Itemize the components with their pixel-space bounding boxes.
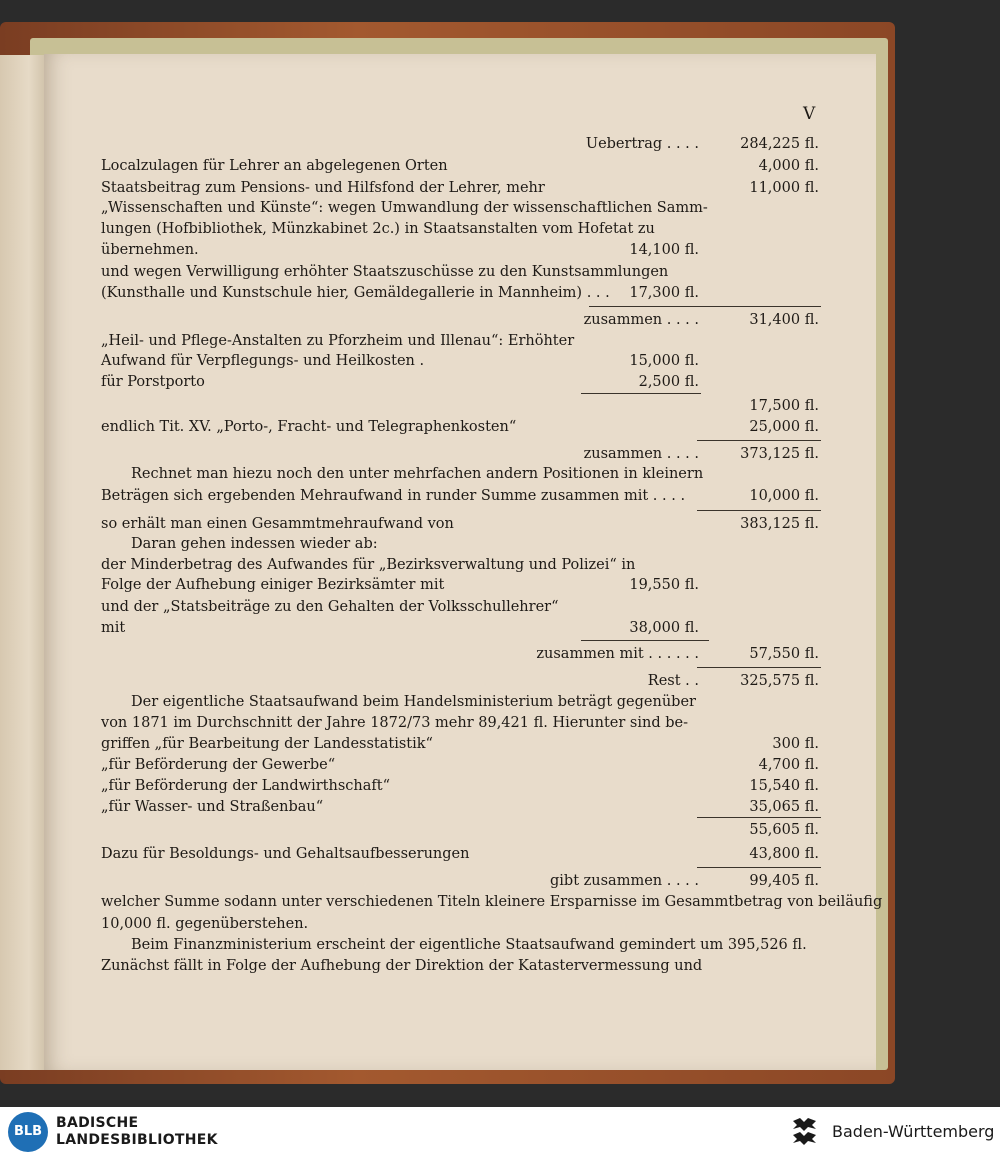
subtotal-value: 31,400 fl. xyxy=(749,312,819,328)
text-line xyxy=(101,444,821,465)
line-text: „für Wasser- und Straßenbau“ xyxy=(101,799,324,815)
text-line xyxy=(101,935,821,956)
text-line xyxy=(101,331,821,352)
inner-amount: 19,550 fl. xyxy=(629,577,699,593)
line-text: griffen „für Bearbeitung der Landesstatistik“ xyxy=(101,736,433,752)
inner-amount: 2,500 fl. xyxy=(638,374,699,390)
sum-rule xyxy=(697,440,821,441)
line-text: für Porstporto xyxy=(101,374,205,390)
sum-rule xyxy=(581,393,701,394)
sum-rule xyxy=(701,306,821,307)
inner-amount: 14,100 fl. xyxy=(629,242,699,258)
line-text: Folge der Aufhebung einiger Bezirksämter mit xyxy=(101,577,445,593)
outer-amount: 25,000 fl. xyxy=(749,419,819,435)
text-line xyxy=(101,597,821,618)
text-line xyxy=(101,134,821,155)
text-line xyxy=(101,671,821,692)
subtotal-label: Rest . . xyxy=(647,673,699,689)
outer-amount: 15,540 fl. xyxy=(749,778,819,794)
outer-amount: 17,500 fl. xyxy=(749,398,819,414)
line-text: und wegen Verwilligung erhöhter Staatszuschüsse zu den Kunstsammlungen xyxy=(101,264,669,280)
line-text: so erhält man einen Gesammtmehraufwand von xyxy=(101,516,454,532)
inner-amount: 17,300 fl. xyxy=(629,285,699,301)
subtotal-label: zusammen . . . . xyxy=(583,446,699,462)
state-name[interactable]: Baden-Württemberg xyxy=(832,1122,995,1141)
left-page xyxy=(0,55,48,1070)
blb-logo-icon[interactable]: BLB xyxy=(8,1112,48,1152)
text-line xyxy=(101,283,821,304)
text-line xyxy=(101,776,821,797)
sum-rule xyxy=(697,667,821,668)
line-text: Beträgen sich ergebenden Mehraufwand in runder Summe zusammen mit . . . . xyxy=(101,488,686,504)
line-text: Aufwand für Verpflegungs- und Heilkosten . xyxy=(101,353,425,369)
line-text: Staatsbeitrag zum Pensions- und Hilfsfond der Lehrer, mehr xyxy=(101,180,545,196)
line-text: Daran gehen indessen wieder ab: xyxy=(131,536,378,552)
line-text: Localzulagen für Lehrer an abgelegenen Orten xyxy=(101,158,448,174)
subtotal-value: 57,550 fl. xyxy=(749,646,819,662)
text-line xyxy=(101,575,821,596)
text-line xyxy=(101,156,821,177)
outer-amount: 4,000 fl. xyxy=(758,158,819,174)
line-text: „für Beförderung der Landwirthschaft“ xyxy=(101,778,390,794)
sum-rule xyxy=(697,510,821,511)
subtotal-value: 373,125 fl. xyxy=(740,446,819,462)
page-number: V xyxy=(803,104,816,124)
outer-amount: 300 fl. xyxy=(772,736,819,752)
text-line xyxy=(101,372,821,393)
text-line xyxy=(101,219,821,240)
subtotal-label: gibt zusammen . . . . xyxy=(550,873,699,889)
line-text: 10,000 fl. gegenüberstehen. xyxy=(101,916,309,932)
text-line xyxy=(101,262,821,283)
line-text: welcher Summe sodann unter verschiedenen Titeln kleinere Ersparnisse im Gesammtbetrag von beiläufig xyxy=(101,894,883,910)
subtotal-value: 284,225 fl. xyxy=(740,136,819,152)
subtotal-value: 99,405 fl. xyxy=(749,873,819,889)
line-text: „Heil- und Pflege-Anstalten zu Pforzheim und Illenau“: Erhöhter xyxy=(101,333,575,349)
library-name[interactable] xyxy=(56,1115,218,1149)
line-text: übernehmen. xyxy=(101,242,199,258)
text-line xyxy=(101,713,821,734)
text-line xyxy=(101,618,821,639)
sum-rule xyxy=(589,306,714,307)
text-line xyxy=(101,844,821,865)
inner-amount: 38,000 fl. xyxy=(629,620,699,636)
line-text: endlich Tit. XV. „Porto-, Fracht- und Telegraphenkosten“ xyxy=(101,419,517,435)
library-name-line-2: LANDESBIBLIOTHEK xyxy=(56,1132,218,1148)
outer-amount: 55,605 fl. xyxy=(749,822,819,838)
text-line xyxy=(101,396,821,417)
line-text: Der eigentliche Staatsaufwand beim Handelsministerium beträgt gegenüber xyxy=(131,694,696,710)
outer-amount: 35,065 fl. xyxy=(749,799,819,815)
text-line xyxy=(101,797,821,818)
line-text: von 1871 im Durchschnitt der Jahre 1872/73 mehr 89,421 fl. Hierunter sind be- xyxy=(101,715,688,731)
line-text: Beim Finanzministerium erscheint der eigentliche Staatsaufwand gemindert um 395,526 fl. xyxy=(131,937,807,953)
subtotal-label: zusammen mit . . . . . . xyxy=(536,646,699,662)
text-line xyxy=(101,692,821,713)
outer-amount: 11,000 fl. xyxy=(749,180,819,196)
sum-rule xyxy=(697,867,821,868)
footer-bar xyxy=(0,1107,1000,1157)
text-line xyxy=(101,486,821,507)
text-line xyxy=(101,914,821,935)
outer-amount: 10,000 fl. xyxy=(749,488,819,504)
text-line xyxy=(101,892,883,913)
line-text: mit xyxy=(101,620,126,636)
line-text: Dazu für Besoldungs- und Gehaltsaufbesserungen xyxy=(101,846,470,862)
line-text: der Minderbetrag des Aufwandes für „Bezirksverwaltung und Polizei“ in xyxy=(101,557,636,573)
text-line xyxy=(101,956,821,977)
text-line xyxy=(101,820,821,841)
text-line xyxy=(101,514,821,535)
outer-amount: 4,700 fl. xyxy=(758,757,819,773)
text-line xyxy=(101,734,821,755)
text-line xyxy=(101,464,821,485)
inner-amount: 15,000 fl. xyxy=(629,353,699,369)
baden-wuerttemberg-coat-of-arms-icon[interactable] xyxy=(790,1115,820,1149)
text-line xyxy=(101,534,821,555)
text-line xyxy=(101,178,821,199)
text-line xyxy=(101,871,821,892)
line-text: lungen (Hofbibliothek, Münzkabinet 2c.) in Staatsanstalten vom Hofetat zu xyxy=(101,221,655,237)
line-text: (Kunsthalle und Kunstschule hier, Gemäldegallerie in Mannheim) . . . xyxy=(101,285,610,301)
text-line xyxy=(101,351,821,372)
text-line xyxy=(101,198,821,219)
line-text: Zunächst fällt in Folge der Aufhebung der Direktion der Katastervermessung und xyxy=(101,958,703,974)
line-text: „Wissenschaften und Künste“: wegen Umwandlung der wissenschaftlichen Samm- xyxy=(101,200,708,216)
text-line xyxy=(101,644,821,665)
line-text: und der „Statsbeiträge zu den Gehalten der Volksschullehrer“ xyxy=(101,599,559,615)
text-line xyxy=(101,417,821,438)
line-text: „für Beförderung der Gewerbe“ xyxy=(101,757,336,773)
subtotal-value: 325,575 fl. xyxy=(740,673,819,689)
text-line xyxy=(101,240,821,261)
sum-rule xyxy=(697,817,821,818)
outer-amount: 43,800 fl. xyxy=(749,846,819,862)
outer-amount: 383,125 fl. xyxy=(740,516,819,532)
library-name-line-1: BADISCHE xyxy=(56,1115,139,1131)
line-text: Rechnet man hiezu noch den unter mehrfachen andern Positionen in kleinern xyxy=(131,466,704,482)
subtotal-label: zusammen . . . . xyxy=(583,312,699,328)
subtotal-label: Uebertrag . . . . xyxy=(585,136,699,152)
text-line xyxy=(101,555,821,576)
text-line xyxy=(101,755,821,776)
sum-rule xyxy=(581,640,709,641)
text-line xyxy=(101,310,821,331)
